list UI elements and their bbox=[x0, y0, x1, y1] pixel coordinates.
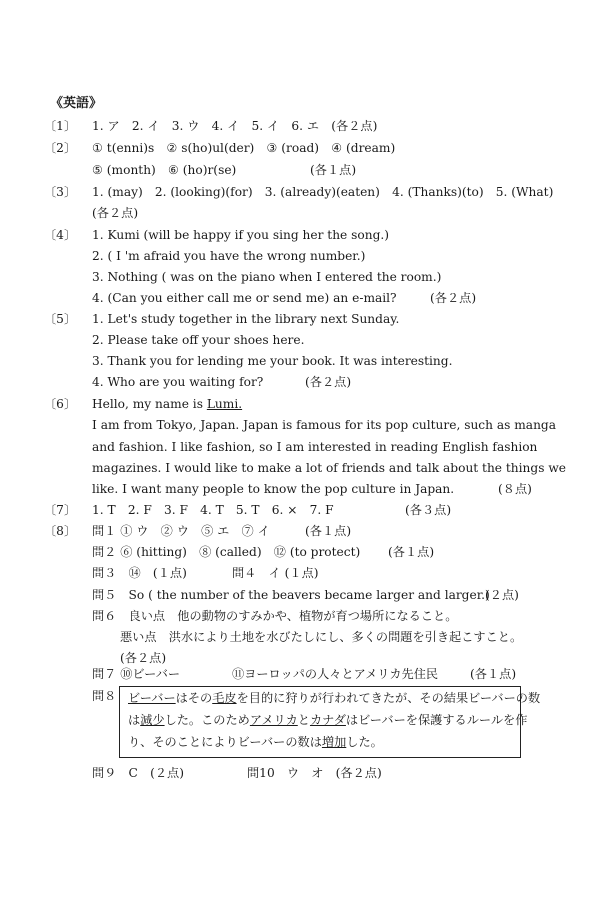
q8-toi4: 問４ イ (１点) bbox=[232, 566, 319, 580]
q3-answers-line1: 1. (may) 2. (looking)(for) 3. (already)(eaten) 4. (Thanks)(to) 5. (What) bbox=[92, 185, 554, 199]
box-text: した。このため bbox=[164, 713, 250, 727]
q5-answer-1: 1. Let's study together in the library next Sunday. bbox=[92, 312, 400, 326]
q6-name: Lumi. bbox=[206, 397, 243, 411]
q8-toi1: 問１ ① ウ ② ウ ⑤ エ ⑦ イ bbox=[92, 524, 270, 538]
underlined-increase: 増加 bbox=[321, 735, 347, 749]
q8-toi10: 問10 ウ オ (各２点) bbox=[247, 766, 382, 780]
underlined-beaver: ビーバー bbox=[128, 691, 176, 705]
q8-toi2-score: (各１点) bbox=[388, 545, 435, 559]
q4-number: 〔4〕 bbox=[44, 228, 77, 242]
q8-toi7-score: (各１点) bbox=[470, 667, 517, 681]
q8-toi8-label: 問８ bbox=[92, 689, 117, 703]
q8-toi5-score: (２点) bbox=[485, 588, 519, 602]
box-text: と bbox=[297, 713, 310, 727]
box-text: り、そのことによりビーバーの数は bbox=[128, 735, 322, 749]
q5-answer-4: 4. Who are you waiting for? bbox=[92, 375, 264, 389]
underlined-fur: 毛皮 bbox=[212, 691, 237, 705]
q7-number: 〔7〕 bbox=[44, 503, 77, 517]
q3-score: (各２点) bbox=[92, 206, 139, 220]
box-text: を目的に狩りが行われてきたが、その結果ビーバーの数 bbox=[236, 691, 541, 705]
q2-answers-line2: ⑤ (month) ⑥ (ho)r(se) bbox=[92, 163, 237, 177]
q4-score: (各２点) bbox=[430, 291, 477, 305]
q2-score: (各１点) bbox=[310, 163, 357, 177]
q8-toi7-b: ⑪ヨーロッパの人々とアメリカ先住民 bbox=[232, 667, 439, 681]
q8-toi1-score: (各１点) bbox=[305, 524, 352, 538]
q5-answer-3: 3. Thank you for lending me your book. It was interesting. bbox=[92, 354, 453, 368]
q5-answer-2: 2. Please take off your shoes here. bbox=[92, 333, 305, 347]
q7-score: (各３点) bbox=[405, 503, 452, 517]
q4-answer-4: 4. (Can you either call me or send me) an e-mail? bbox=[92, 291, 397, 305]
box-line-2 bbox=[128, 714, 527, 726]
section-title: 《英語》 bbox=[50, 96, 103, 111]
q8-toi6-good: 問６ 良い点 他の動物のすみかや、植物が育つ場所になること。 bbox=[92, 609, 458, 623]
q8-number: 〔8〕 bbox=[44, 524, 77, 538]
q7-answers: 1. T 2. F 3. F 4. T 5. T 6. × 7. F bbox=[92, 503, 334, 517]
q8-toi6-bad: 悪い点 洪水により土地を水びたしにし、多くの問題を引き起こすこと。 bbox=[120, 630, 523, 644]
q6-score: (８点) bbox=[498, 482, 532, 496]
q4-answer-2: 2. ( I 'm afraid you have the wrong number.) bbox=[92, 249, 366, 263]
q4-answer-1: 1. Kumi (will be happy if you sing her the song.) bbox=[92, 228, 390, 242]
box-text: は bbox=[128, 713, 141, 727]
box-line-3 bbox=[128, 736, 383, 748]
box-line-1 bbox=[128, 692, 540, 704]
q6-line-3: magazines. I would like to make a lot of friends and talk about the things we bbox=[92, 461, 566, 475]
q5-number: 〔5〕 bbox=[44, 312, 77, 326]
q2-number: 〔2〕 bbox=[44, 141, 77, 155]
q8-toi9: 問９ C (２点) bbox=[92, 766, 184, 780]
q4-answer-3: 3. Nothing ( was on the piano when I entered the room.) bbox=[92, 270, 442, 284]
q1-answers: 1. ア 2. イ 3. ウ 4. イ 5. イ 6. エ (各２点) bbox=[92, 119, 378, 133]
q6-intro-text: Hello, my name is bbox=[92, 397, 203, 411]
box-text: はその bbox=[175, 691, 213, 705]
underlined-decrease: 減少 bbox=[140, 713, 165, 727]
q8-toi8-answer-box bbox=[119, 686, 541, 758]
q8-toi3: 問３ ⑭ (１点) bbox=[92, 566, 187, 580]
box-text: した。 bbox=[346, 735, 383, 749]
q8-toi6-score: (各２点) bbox=[120, 651, 167, 665]
underlined-america: アメリカ bbox=[249, 713, 298, 727]
q5-score: (各２点) bbox=[305, 375, 352, 389]
box-text: はビーバーを保護するルールを作 bbox=[345, 713, 528, 727]
underlined-canada: カナダ bbox=[309, 713, 346, 727]
q6-line-2: and fashion. I like fashion, so I am interested in reading English fashion bbox=[92, 440, 538, 454]
q6-intro bbox=[92, 398, 242, 410]
q6-line-4: like. I want many people to know the pop culture in Japan. bbox=[92, 482, 455, 496]
q6-line-1: I am from Tokyo, Japan. Japan is famous for its pop culture, such as manga bbox=[92, 418, 556, 432]
q3-number: 〔3〕 bbox=[44, 185, 77, 199]
q8-toi2: 問２ ⑥ (hitting) ⑧ (called) ⑫ (to protect) bbox=[92, 545, 361, 559]
q6-number: 〔6〕 bbox=[44, 397, 77, 411]
q1-number: 〔1〕 bbox=[44, 119, 77, 133]
q8-toi7-a: 問７ ⑩ビーバー bbox=[92, 667, 181, 681]
q8-toi5: 問５ So ( the number of the beavers became larger and larger.) bbox=[92, 588, 490, 602]
q2-answers-line1: ① t(enni)s ② s(ho)ul(der) ③ (road) ④ (dream) bbox=[92, 141, 396, 155]
